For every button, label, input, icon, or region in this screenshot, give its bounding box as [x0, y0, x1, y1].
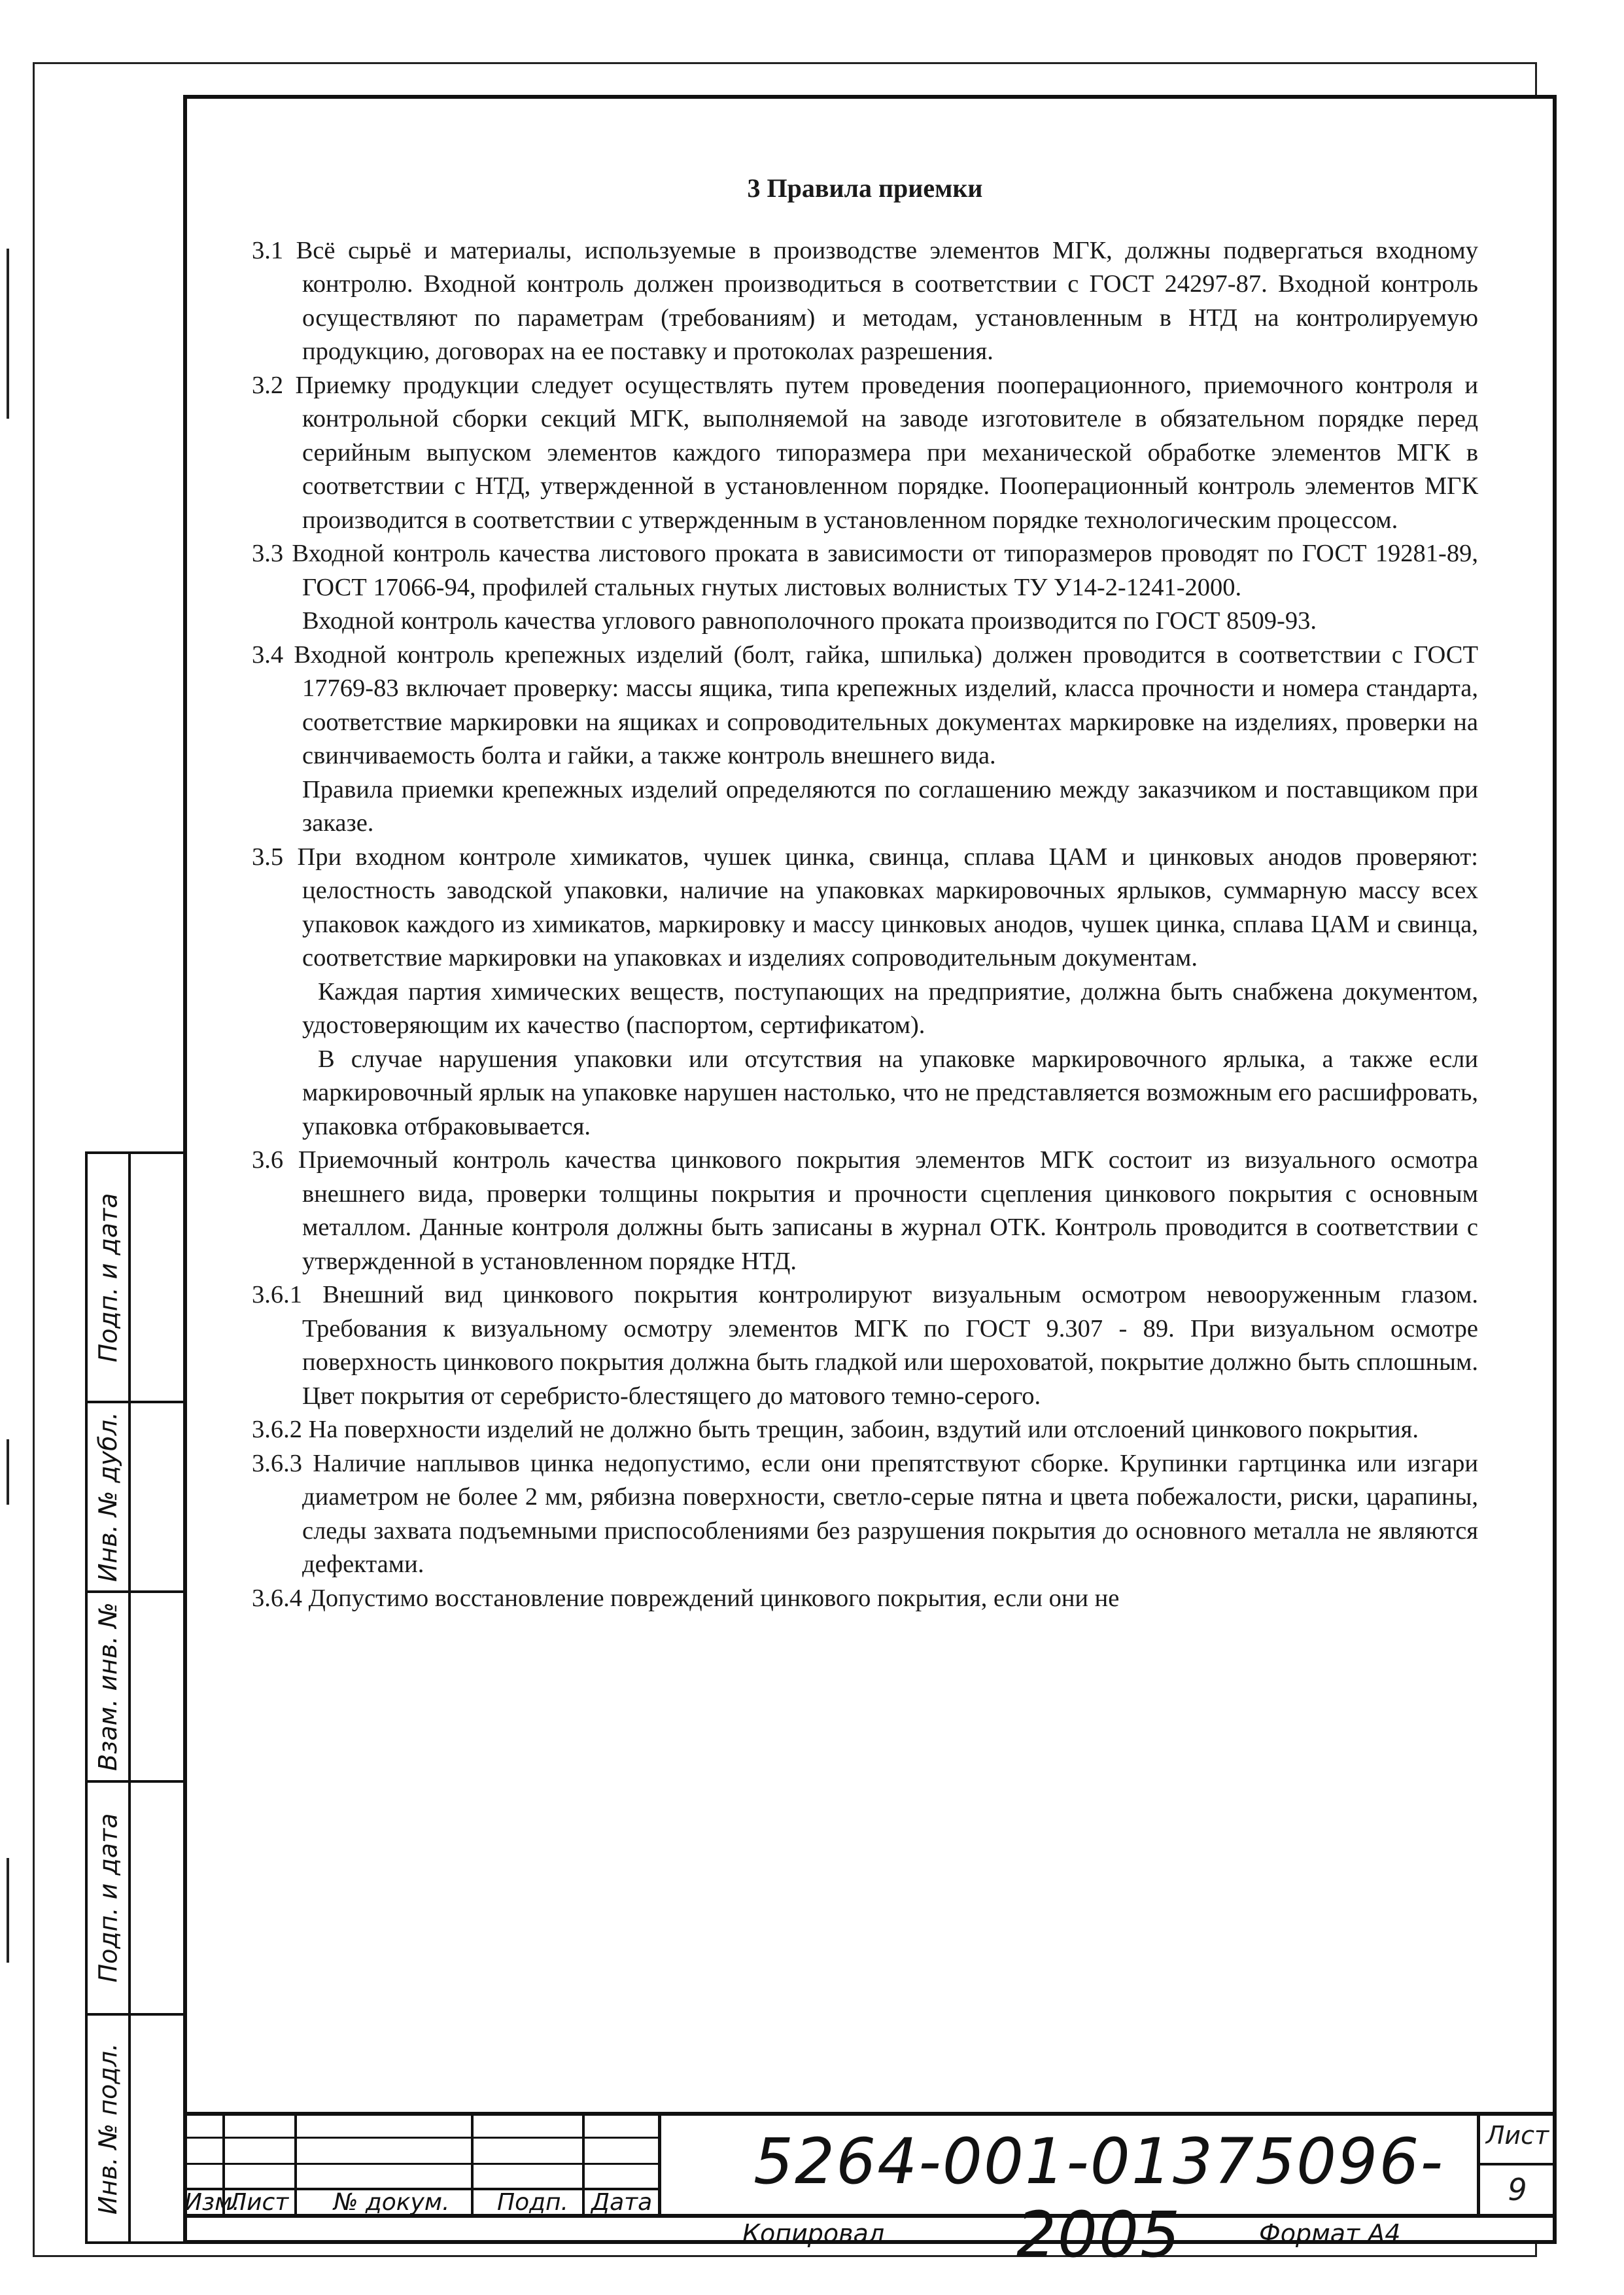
tb-rule [471, 2112, 474, 2218]
clause-text: Внешний вид цинкового покрытия контролируют визуальным осмотром невооруженным глазом. Требования к визуальному осмотру элементов МГК по ГОСТ 9.307 - 89. При визуальном осмотре поверхность цинкового покрытия должна быть гладкой или шероховатой, покрытие должно быть сплошным. Цвет покрытия от серебристо-блестящего до матового темно-серого. [302, 1281, 1478, 1410]
tb-rule [658, 2112, 661, 2218]
clause-text: Допустимо восстановление повреждений цинкового покрытия, если они не [308, 1584, 1120, 1612]
clause-3-6-1 [252, 1278, 1478, 1413]
clause-text: Приемочный контроль качества цинкового покрытия элементов МГК состоит из визуального осмотра внешнего вида, проверки толщины покрытия и прочности сцепления цинкового покрытия с основным металлом. Данные контроля должны быть записаны в журнал ОТК. Контроль проводится в соответствии с утвержденной в установленном порядке НТД. [298, 1146, 1479, 1275]
tb-rule [183, 2137, 661, 2139]
margin-cell-blank [128, 1401, 183, 1593]
clause-3-5 [252, 841, 1478, 975]
clause-number: 3.6.1 [252, 1281, 302, 1308]
clause-3-6 [252, 1144, 1478, 1278]
margin-label: Подп. и дата [94, 1813, 123, 1983]
clause-3-6-3 [252, 1447, 1478, 1582]
document-number: 5264-001-01375096-2005 [753, 2125, 1445, 2271]
clause-3-6-2 [252, 1413, 1478, 1447]
margin-cell [85, 2013, 128, 2244]
clause-3-4 [252, 639, 1478, 773]
clause-number: 3.5 [252, 843, 284, 871]
tb-rule [183, 2163, 661, 2165]
clause-3-3 [252, 537, 1478, 604]
clause-number: 3.1 [252, 236, 284, 264]
margin-cell [85, 1590, 128, 1783]
footer-format: Формат А4 [1259, 2219, 1401, 2248]
binding-mark [7, 249, 9, 419]
clause-text: При входном контроле химикатов, чушек цинка, свинца, сплава ЦАМ и цинковых анодов проверяют: целостность заводской упаковки, наличие на упаковках маркировочных ярлыков, суммарную массу всех упаковок каждого из химикатов, маркировку и массу цинковых анодов, чушек цинка, сплава ЦАМ и свинца, соответствие маркировки на упаковках и изделиях сопроводительным документам. [297, 843, 1479, 972]
binding-mark [7, 1439, 9, 1505]
paragraph: В случае нарушения упаковки или отсутствия на упаковке маркировочного ярлыка, а также если маркировочный ярлык на упаковке нарушен настолько, что не представляется возможным его расшифровать, упаковка отбраковывается. [302, 1045, 1478, 1140]
margin-stamp [85, 1151, 183, 2244]
clause-number: 3.6.3 [252, 1449, 302, 1477]
sheet-label: Лист [1485, 2121, 1549, 2150]
tb-rule [1478, 2163, 1557, 2165]
margin-label: Подп. и дата [94, 1193, 123, 1362]
tb-rule [183, 2112, 1557, 2116]
footer-copied: Копировал [742, 2219, 885, 2248]
section-blocks [252, 234, 1478, 1616]
clause-text: Приемку продукции следует осуществлять путем проведения пооперационного, приемочного контроля и контрольной сборки секций МГК, выполняемой на заводе изготовителе в обязательном порядке перед серийным выпуском элементов каждого типоразмера при механической обработке элементов МГК в соответствии с НТД, утвержденной в установленном порядке. Пооперационный контроль элементов МГК производится в соответствии с утвержденным в установленном порядке технологическим процессом. [295, 371, 1478, 534]
margin-label: Инв. № дубл. [94, 1412, 122, 1582]
clause-number: 3.2 [252, 371, 284, 399]
paragraph: Правила приемки крепежных изделий определяются по соглашению между заказчиком и поставщиком при заказе. [302, 775, 1478, 837]
margin-label: Инв. № подл. [94, 2042, 123, 2215]
sheet-number: 9 [1508, 2172, 1527, 2207]
paragraph: Каждая партия химических веществ, поступающих на предприятие, должна быть снабжена документом, удостоверяющим их качество (паспортом, сертификатом). [302, 977, 1478, 1039]
binding-mark [7, 1858, 9, 1963]
clause-text: Входной контроль качества листового проката в зависимости от типоразмеров проводят по ГОСТ 19281-89, ГОСТ 17066-94, профилей стальных гнутых листовых волнистых ТУ У14-2-1241-2000. [292, 540, 1479, 601]
margin-cell [85, 1401, 128, 1593]
clause-number: 3.6 [252, 1146, 284, 1174]
document-body [252, 171, 1478, 1615]
section-title: 3 Правила приемки [747, 173, 983, 203]
tb-rule [294, 2112, 297, 2218]
tb-header-doc: № докум. [334, 2189, 450, 2216]
paragraph: Входной контроль качества углового равнополочного проката производится по ГОСТ 8509-93. [302, 607, 1317, 635]
margin-cell [85, 1780, 128, 2016]
margin-cell-blank [128, 1590, 183, 1783]
tb-header-date: Дата [591, 2189, 653, 2216]
tb-rule [582, 2112, 585, 2218]
margin-label: Взам. инв. № [94, 1602, 123, 1772]
clause-number: 3.4 [252, 640, 284, 669]
clause-3-6-4 [252, 1582, 1478, 1616]
margin-cell [85, 1151, 128, 1403]
tb-header-change: Изм. [184, 2189, 240, 2216]
clause-number: 3.6.2 [252, 1416, 302, 1443]
clause-text: Всё сырьё и материалы, используемые в производстве элементов МГК, должны подвергаться входному контролю. Входной контроль должен производиться в соответствии с ГОСТ 24297-87. Входной контроль осуществляют по параметрам (требованиям) и методам, установленным в НТД на контролируемую продукцию, договорах на ее поставку и протоколах разрешения. [296, 236, 1478, 365]
margin-cell-blank [128, 2013, 183, 2244]
tb-header-sheet: Лист [229, 2189, 289, 2216]
clause-number: 3.3 [252, 540, 284, 567]
clause-text: Входной контроль крепежных изделий (болт, гайка, шпилька) должен проводится в соответствии с ГОСТ 17769-83 включает проверку: массы ящика, типа крепежных изделий, класса прочности и номера стандарта, соответствие маркировки на ящиках и сопроводительных документах маркировке на изделиях, проверки на свинчиваемость болта и гайки, а также контроль внешнего вида. [294, 640, 1479, 769]
clause-3-1 [252, 234, 1478, 369]
clause-text: На поверхности изделий не должно быть трещин, забоин, вздутий или отслоений цинкового покрытия. [308, 1416, 1419, 1443]
clause-text: Наличие наплывов цинка недопустимо, если они препятствуют сборке. Крупинки гартцинка или изгари диаметром не более 2 мм, рябизна поверхности, светло-серые пятна и цвета побежалости, риски, царапины, следы захвата подъемными приспособлениями без разрушения покрытия до основного металла не являются дефектами. [302, 1449, 1479, 1578]
tb-header-sign: Подп. [497, 2189, 568, 2216]
margin-cell-blank [128, 1780, 183, 2016]
clause-number: 3.6.4 [252, 1584, 302, 1612]
clause-3-2 [252, 369, 1478, 538]
margin-cell-blank [128, 1151, 183, 1403]
